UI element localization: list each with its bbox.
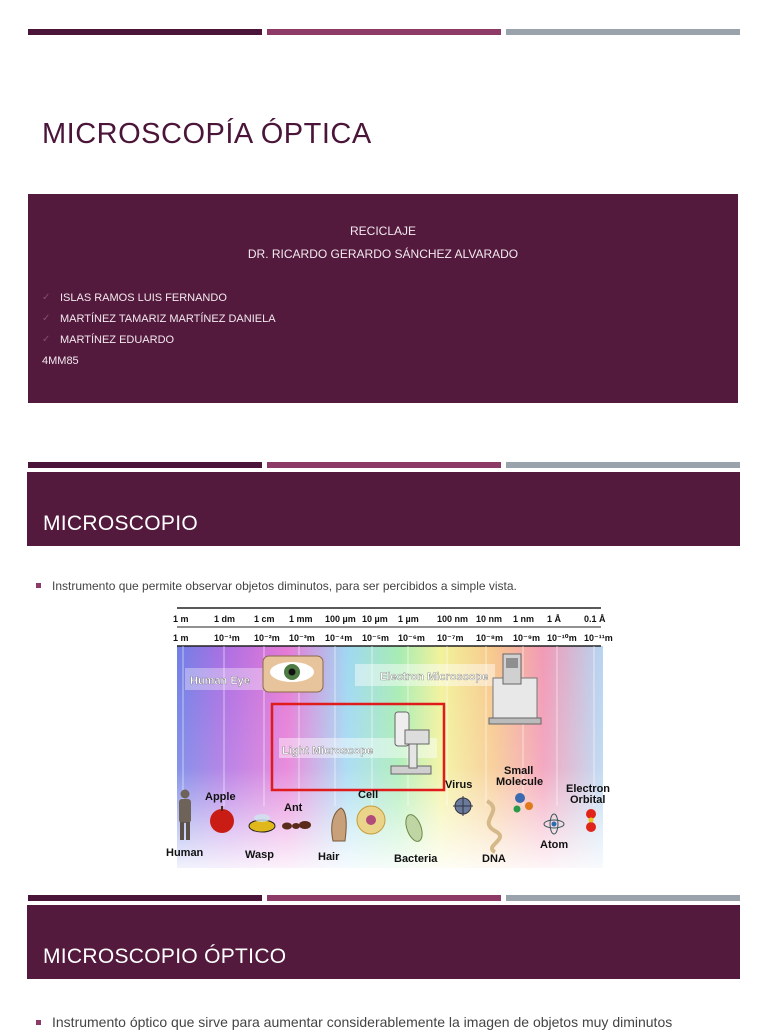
slide3-title-band xyxy=(27,905,740,979)
accent-bar-gray xyxy=(506,895,740,901)
accent-bar-dark xyxy=(28,462,262,468)
subtitle-panel xyxy=(28,194,738,403)
check-icon: ✓ xyxy=(42,292,51,303)
check-icon: ✓ xyxy=(42,313,51,324)
slide2-title: MICROSCOPIO xyxy=(43,512,198,535)
scale-top-tick-label: 1 dm xyxy=(214,614,236,624)
scale-top-tick-label: 10 µm xyxy=(362,614,388,624)
teacher-name: DR. RICARDO GERARDO SÁNCHEZ ALVARADO xyxy=(247,247,519,261)
wasp-label: Wasp xyxy=(245,849,274,861)
slide3-title: MICROSCOPIO ÓPTICO xyxy=(43,945,287,968)
slide3-accent-bars xyxy=(28,895,740,901)
small-molecule-label-1: Small xyxy=(504,765,534,777)
scale-bottom-tick-label: 10⁻⁸m xyxy=(476,633,504,643)
scale-bottom-tick-label: 10⁻⁵m xyxy=(362,633,389,643)
check-icon: ✓ xyxy=(42,334,51,345)
bullet-text: Instrumento óptico que sirve para aumentar considerablemente la imagen de objetos muy diminutos xyxy=(52,1014,673,1030)
slide2-accent-bars xyxy=(28,462,740,468)
eye-icon xyxy=(263,656,323,692)
scale-bottom-tick-label: 1 m xyxy=(173,633,189,643)
slide2-title-band xyxy=(27,472,740,546)
hair-label: Hair xyxy=(318,851,340,863)
scale-top-tick-label: 1 Å xyxy=(547,614,562,624)
scale-top-tick-label: 1 mm xyxy=(289,614,313,624)
scale-top-tick-label: 1 cm xyxy=(254,614,275,624)
scale-top-tick-label: 1 m xyxy=(173,614,189,624)
scale-bottom-tick-label: 10⁻⁹m xyxy=(513,633,541,643)
apple-label: Apple xyxy=(205,791,236,803)
accent-bar-plum xyxy=(267,895,501,901)
cell-icon xyxy=(357,806,385,834)
small-molecule-label-2: Molecule xyxy=(496,776,544,788)
accent-bar-plum xyxy=(267,462,501,468)
human-label: Human xyxy=(166,847,204,859)
slide3-bullet xyxy=(36,1014,672,1030)
scale-top-labels xyxy=(173,614,606,624)
slide-title: MICROSCOPÍA ÓPTICA xyxy=(42,118,372,150)
scale-top-tick-label: 100 nm xyxy=(437,614,469,624)
scale-top-tick-label: 0.1 Å xyxy=(584,614,606,624)
human-eye-label: Human Eye xyxy=(190,675,250,687)
student-name: ISLAS RAMOS LUIS FERNANDO xyxy=(60,292,227,304)
list-item xyxy=(42,313,276,334)
scale-diagram xyxy=(165,606,615,868)
dna-label: DNA xyxy=(482,853,506,865)
slide2-bullet xyxy=(36,579,517,593)
accent-bar-dark xyxy=(28,895,262,901)
student-name: MARTÍNEZ TAMARIZ MARTÍNEZ DANIELA xyxy=(60,313,276,325)
student-list xyxy=(42,292,276,355)
list-item xyxy=(42,292,276,313)
bacteria-label: Bacteria xyxy=(394,853,438,865)
subject-label: RECICLAJE xyxy=(349,224,417,238)
electron-microscope-label: Electron Microscope xyxy=(380,671,489,683)
scale-bottom-labels xyxy=(173,633,613,643)
ant-label: Ant xyxy=(284,802,303,814)
scale-bottom-tick-label: 10⁻³m xyxy=(289,633,315,643)
electron-orbital-label-2: Orbital xyxy=(570,794,606,806)
group-code: 4MM85 xyxy=(42,355,79,367)
bullet-square-icon xyxy=(36,1020,41,1025)
scale-top-tick-label: 1 µm xyxy=(398,614,419,624)
light-microscope-label: Light Microscope xyxy=(282,745,374,757)
atom-label: Atom xyxy=(540,839,569,851)
scale-figure xyxy=(165,606,615,868)
scale-bottom-tick-label: 10⁻²m xyxy=(254,633,280,643)
bullet-square-icon xyxy=(36,583,41,588)
electron-orbital-label-1: Electron xyxy=(566,783,611,795)
bullet-text: Instrumento que permite observar objetos diminutos, para ser percibidos a simple vista. xyxy=(52,579,517,593)
accent-bar-dark xyxy=(28,29,262,35)
accent-bar-gray xyxy=(506,462,740,468)
scale-top-tick-label: 10 nm xyxy=(476,614,503,624)
scale-top-tick-label: 1 nm xyxy=(513,614,535,624)
virus-label: Virus xyxy=(445,779,473,791)
cell-label: Cell xyxy=(358,789,379,801)
top-accent-bars xyxy=(28,29,740,35)
student-name: MARTÍNEZ EDUARDO xyxy=(60,334,175,346)
scale-bottom-tick-label: 10⁻⁷m xyxy=(437,633,464,643)
scale-bottom-tick-label: 10⁻⁴m xyxy=(325,633,353,643)
scale-top-tick-label: 100 µm xyxy=(325,614,356,624)
scale-bottom-tick-label: 10⁻¹m xyxy=(214,633,240,643)
accent-bar-plum xyxy=(267,29,501,35)
scale-bottom-tick-label: 10⁻¹¹m xyxy=(584,633,613,643)
list-item xyxy=(42,334,276,355)
accent-bar-gray xyxy=(506,29,740,35)
scale-bottom-tick-label: 10⁻⁶m xyxy=(398,633,425,643)
scale-bottom-tick-label: 10⁻¹⁰m xyxy=(547,633,577,643)
